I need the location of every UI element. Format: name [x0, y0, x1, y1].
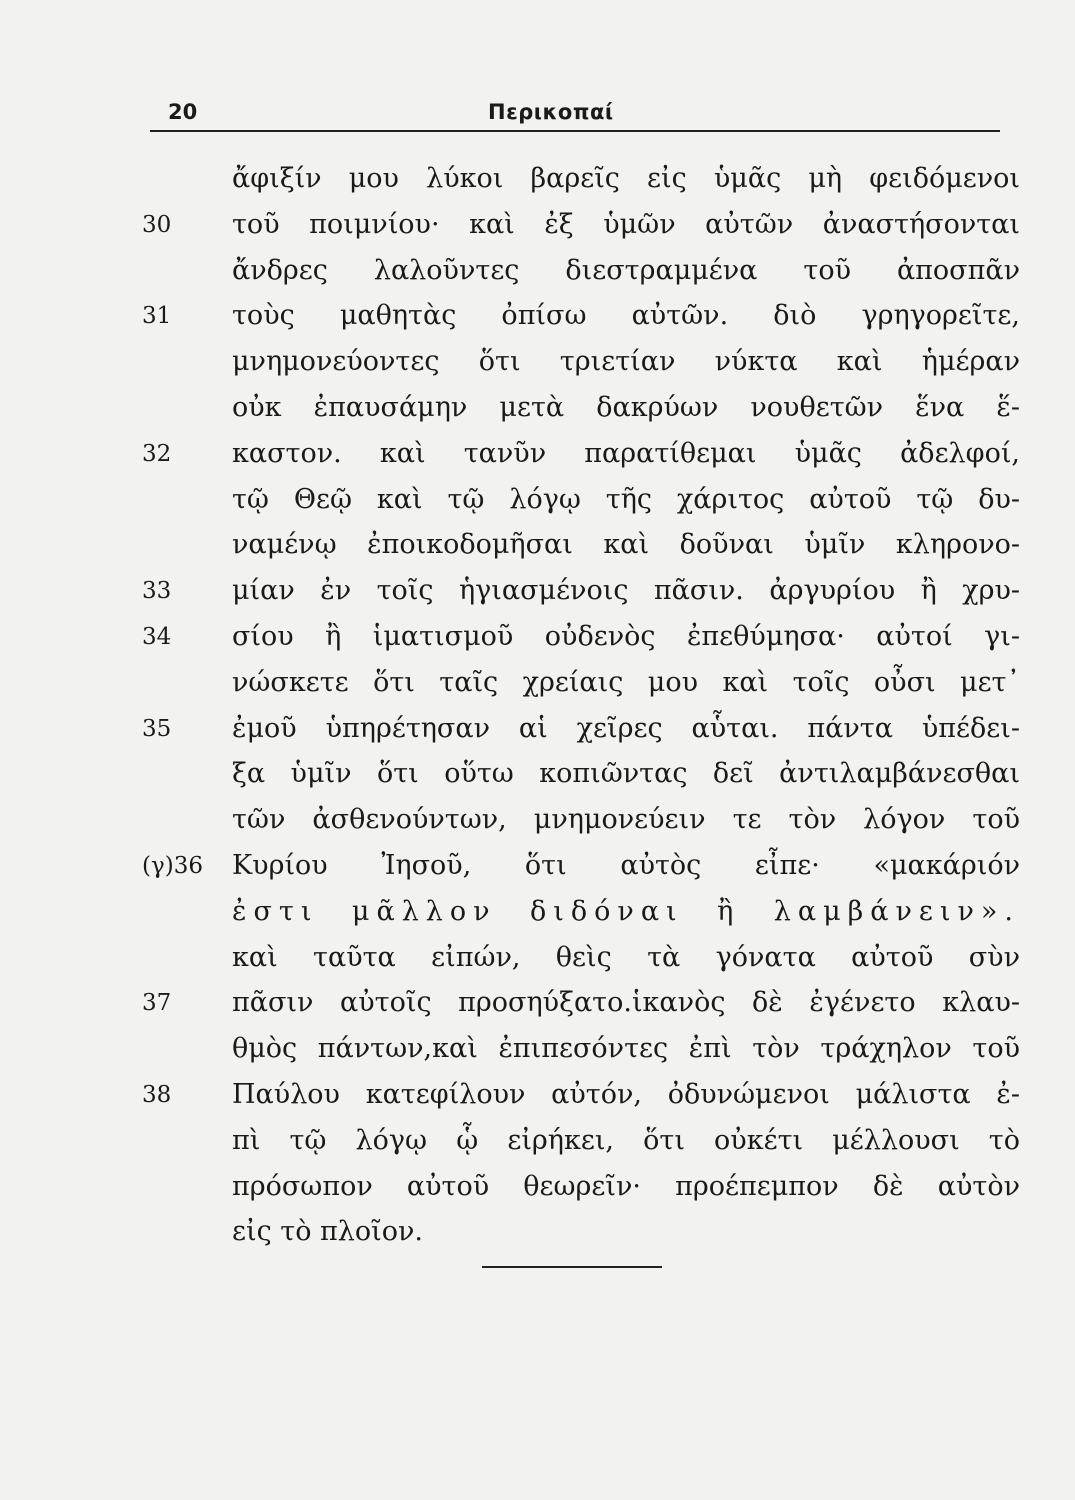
- text-line: [0, 481, 1075, 527]
- line-text: πὶ τῷ λόγῳ ᾧ εἰρήκει, ὅτι οὐκέτι μέλλουσι τὸ: [232, 1124, 1020, 1156]
- text-line: [0, 801, 1075, 847]
- verse-number: 30: [142, 211, 172, 238]
- text-line: [0, 389, 1075, 435]
- line-text: ναμένῳ ἐποικοδομῆσαι καὶ δοῦναι ὑμῖν κληρονο-: [232, 529, 1020, 561]
- line-text: σίου ἢ ἱματισμοῦ οὐδενὸς ἐπεθύμησα· αὐτοί γι-: [232, 620, 1020, 652]
- page-header: [150, 96, 1000, 132]
- verse-number: 31: [142, 303, 172, 330]
- verse-number: 38: [142, 1081, 172, 1108]
- verse-number: 35: [142, 715, 172, 742]
- line-text: νώσκετε ὅτι ταῖς χρείαις μου καὶ τοῖς οὖσι μετ᾽: [232, 666, 1020, 698]
- line-text: ξα ὑμῖν ὅτι οὕτω κοπιῶντας δεῖ ἀντιλαμβάνεσθαι: [232, 758, 1020, 790]
- line-text: μνημονεύοντες ὅτι τριετίαν νύκτα καὶ ἡμέραν: [232, 346, 1020, 378]
- verse-number: (γ)36: [142, 852, 203, 879]
- line-text: Παύλου κατεφίλουν αὐτόν, ὀδυνώμενοι μάλιστα ἐ-: [232, 1078, 1020, 1110]
- line-text: τῶν ἀσθενούντων, μνημονεύειν τε τὸν λόγον τοῦ: [232, 804, 1020, 836]
- line-text: τοὺς μαθητὰς ὀπίσω αὐτῶν. διὸ γρηγορεῖτε,: [232, 300, 1020, 332]
- text-line: [0, 206, 1075, 252]
- line-text: πᾶσιν αὐτοῖς προσηύξατο.ἱκανὸς δὲ ἐγένετο κλαυ-: [232, 987, 1020, 1019]
- running-title: Περικοπαί: [488, 100, 614, 124]
- line-text: τοῦ ποιμνίου· καὶ ἐξ ὑμῶν αὐτῶν ἀναστήσονται: [232, 208, 1020, 240]
- line-text: ἄνδρες λαλοῦντες διεστραμμένα τοῦ ἀποσπᾶν: [232, 254, 1020, 286]
- text-line: [0, 1213, 1075, 1259]
- line-text: καὶ ταῦτα εἰπών, θεὶς τὰ γόνατα αὐτοῦ σὺν: [232, 941, 1020, 973]
- text-line: [0, 252, 1075, 298]
- text-line: [0, 1076, 1075, 1122]
- line-text: οὐκ ἐπαυσάμην μετὰ δακρύων νουθετῶν ἕνα ἕ-: [232, 391, 1020, 423]
- verse-number: 33: [142, 578, 172, 605]
- page-number: 20: [168, 100, 198, 124]
- text-line: [0, 343, 1075, 389]
- text-line: [0, 847, 1075, 893]
- line-text: καστον. καὶ τανῦν παρατίθεμαι ὑμᾶς ἀδελφοί,: [232, 437, 1020, 469]
- text-line: [0, 984, 1075, 1030]
- scripture-text: [0, 160, 1075, 1259]
- end-rule: [482, 1266, 662, 1268]
- verse-number: 32: [142, 440, 172, 467]
- text-line: [0, 618, 1075, 664]
- text-line: [0, 939, 1075, 985]
- verse-number: 34: [142, 623, 172, 650]
- text-line: [0, 1122, 1075, 1168]
- text-line: [0, 160, 1075, 206]
- text-line: [0, 1168, 1075, 1214]
- text-line: [0, 755, 1075, 801]
- line-text: ἐμοῦ ὑπηρέτησαν αἱ χεῖρες αὗται. πάντα ὑπέδει-: [232, 712, 1020, 744]
- verse-number: 37: [142, 990, 172, 1017]
- line-text: εἰς τὸ πλοῖον.: [232, 1216, 424, 1248]
- line-text: τῷ Θεῷ καὶ τῷ λόγῳ τῆς χάριτος αὐτοῦ τῷ δυ-: [232, 483, 1020, 515]
- text-line: [0, 1030, 1075, 1076]
- text-line: [0, 572, 1075, 618]
- line-text: Κυρίου Ἰησοῦ, ὅτι αὐτὸς εἶπε· «μακάριόν: [232, 849, 1020, 881]
- line-text: θμὸς πάντων,καὶ ἐπιπεσόντες ἐπὶ τὸν τράχηλον τοῦ: [232, 1033, 1020, 1065]
- line-text: ἄφιξίν μου λύκοι βαρεῖς εἰς ὑμᾶς μὴ φειδόμενοι: [232, 163, 1020, 194]
- line-text: μίαν ἐν τοῖς ἡγιασμένοις πᾶσιν. ἀργυρίου ἢ χρυ-: [232, 575, 1020, 607]
- text-line: [0, 664, 1075, 710]
- text-line: [0, 893, 1075, 939]
- line-text: ἐστι μᾶλλον διδόναι ἢ λαμβάνειν».: [232, 895, 1020, 927]
- text-line: [0, 710, 1075, 756]
- text-line: [0, 526, 1075, 572]
- text-line: [0, 297, 1075, 343]
- text-line: [0, 435, 1075, 481]
- line-text: πρόσωπον αὐτοῦ θεωρεῖν· προέπεμπον δὲ αὐτὸν: [232, 1170, 1020, 1202]
